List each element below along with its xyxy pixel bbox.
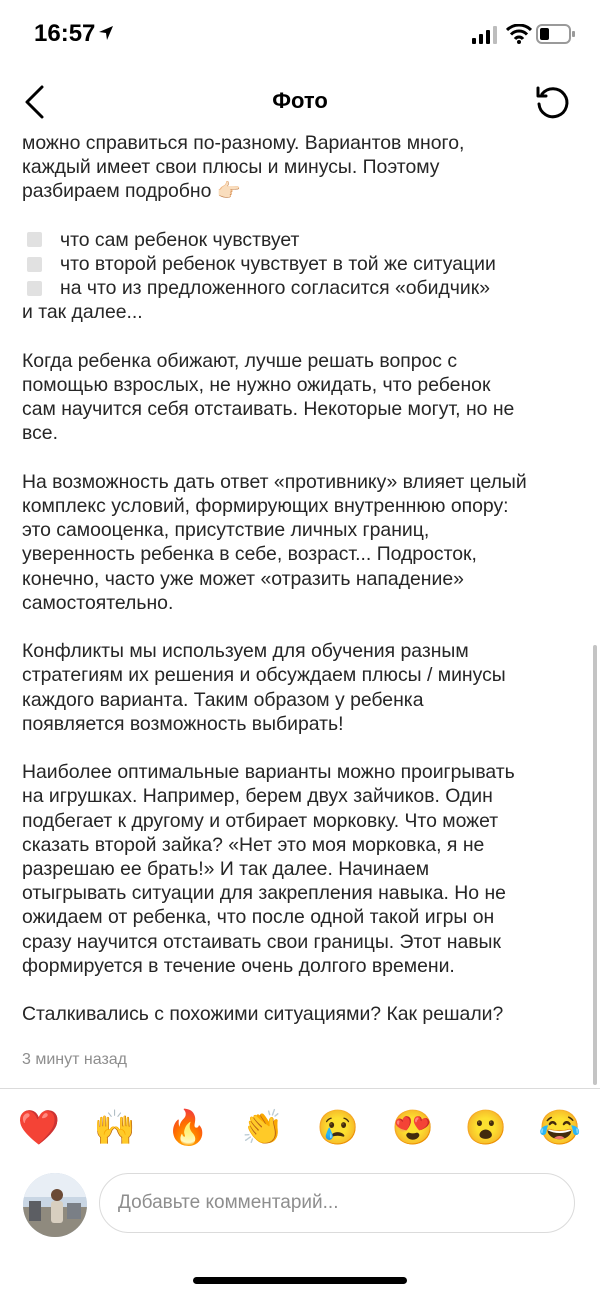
surprised-face-emoji-icon[interactable]: 😮	[464, 1109, 508, 1147]
fire-emoji-icon[interactable]: 🔥	[166, 1109, 210, 1147]
refresh-icon	[539, 89, 567, 117]
caption-paragraph: Когда ребенка обижают, лучше решать вопрос с помощью взрослых, не нужно ожидать, что ребенок сам научится себя отстаивать. Некоторые могут, но не все.	[22, 349, 515, 445]
clapping-hands-emoji-icon[interactable]: 👏	[241, 1109, 285, 1147]
page-title: Фото	[272, 88, 328, 113]
location-arrow-icon	[98, 25, 114, 41]
quick-reactions-bar	[0, 1106, 600, 1154]
square-bullet-icon	[27, 232, 42, 247]
bullet-text: что сам ребенок чувствует	[60, 228, 300, 251]
comment-composer	[0, 1170, 600, 1240]
scrollbar[interactable]	[593, 645, 597, 1085]
avatar[interactable]	[23, 1173, 87, 1237]
nav-bar	[0, 70, 600, 132]
caption-intro: можно справиться по-разному. Вариантов много, каждый имеет свои плюсы и минусы. Поэтому разбираем подробно 👉🏻	[22, 132, 465, 203]
post-caption	[22, 131, 582, 1077]
post-timestamp: 3 минут назад	[22, 1051, 128, 1068]
crying-face-emoji-icon[interactable]: 😢	[316, 1109, 360, 1147]
bullet-item	[22, 228, 582, 252]
status-bar	[0, 0, 600, 70]
tears-of-joy-emoji-icon[interactable]: 😂	[538, 1109, 582, 1147]
raising-hands-emoji-icon[interactable]: 🙌	[93, 1109, 137, 1147]
caption-paragraph: Конфликты мы используем для обучения разным стратегиям их решения и обсуждаем плюсы / минусы каждого варианта. Таким образом у ребенка появляется возможность выбирать!	[22, 640, 506, 735]
bullet-item	[22, 276, 582, 300]
battery-icon	[536, 24, 576, 44]
divider	[0, 1088, 600, 1089]
bullet-text: что второй ребенок чувствует в той же ситуации	[60, 253, 496, 275]
refresh-button[interactable]	[534, 84, 572, 122]
caption-paragraph: На возможность дать ответ «противнику» влияет целый комплекс условий, формирующих внутреннюю опору: это самооценка, присутствие личных границ, уверенность ребенка в себе, возраст... Подросток, конечно, часто уже может «отразить нападение» самостоятельно.	[22, 470, 527, 614]
caption-after-bullets: и так далее...	[22, 301, 143, 324]
square-bullet-icon	[27, 257, 42, 272]
wifi-icon	[506, 24, 532, 44]
cellular-signal-icon	[472, 26, 498, 44]
home-indicator	[193, 1277, 407, 1284]
caption-paragraph: Сталкивались с похожими ситуациями? Как решали?	[22, 1003, 504, 1026]
caption-paragraph: Наиболее оптимальные варианты можно проигрывать на игрушках. Например, берем двух зайчиков. Один подбегает к другому и отбирает морковку. Что может сказать второй зайка? «Нет это моя морковка, я не разрешаю ее брать!» И так далее. Начинаем отыгрывать ситуации для закрепления навыка. Но не ожидаем от ребенка, что после одной такой игры он сразу научится отстаивать свои границы. Этот навык формируется в течение очень долгого времени.	[22, 761, 515, 977]
heart-emoji-icon[interactable]: ❤️	[17, 1109, 61, 1147]
heart-eyes-emoji-icon[interactable]: 😍	[391, 1109, 435, 1147]
bullet-item	[22, 252, 582, 276]
status-time: 16:57	[34, 20, 96, 47]
user-photo-icon	[23, 1173, 87, 1237]
bullet-text: на что из предложенного согласится «обидчик»	[60, 277, 490, 300]
square-bullet-icon	[27, 281, 42, 296]
comment-input[interactable]: Добавьте комментарий...	[99, 1173, 575, 1233]
